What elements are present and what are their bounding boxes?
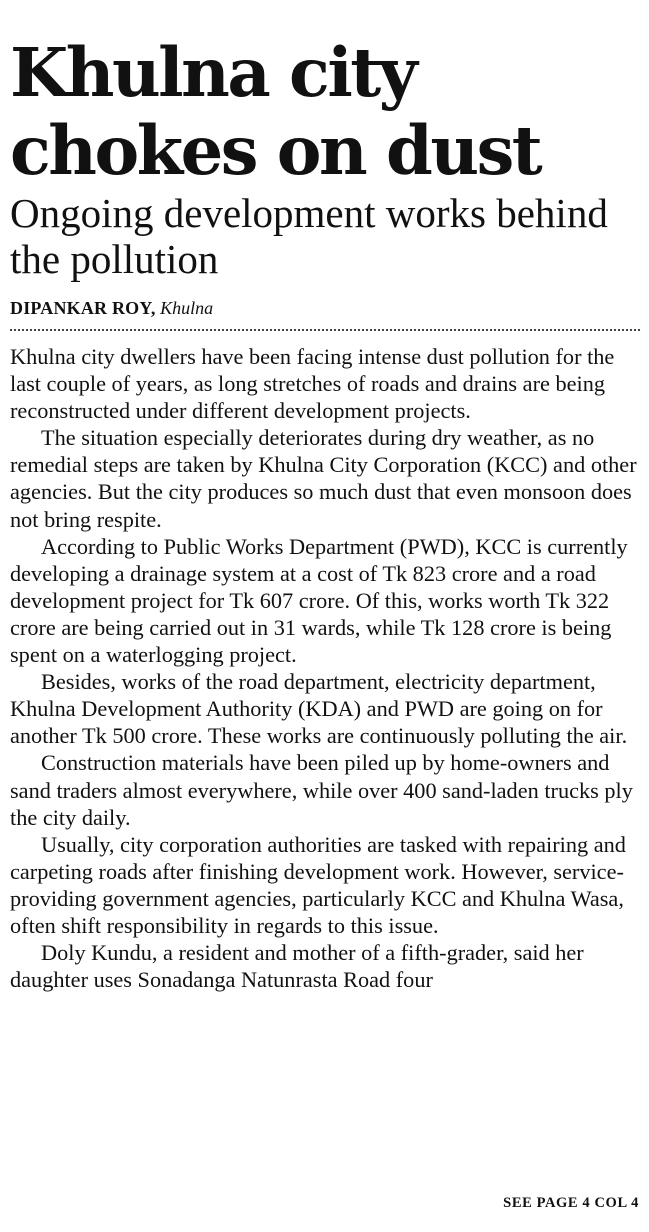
- subheadline: Ongoing development works behind the pollution: [10, 190, 608, 282]
- article-paragraph: The situation especially deteriorates during dry weather, as no remedial steps are taken by Khulna City Corporation (KCC) and other agencies. But the city produces so much dust that even monsoon does not bring respite.: [10, 425, 637, 532]
- article-body: [10, 343, 642, 993]
- article-paragraph: Doly Kundu, a resident and mother of a fifth-grader, said her daughter uses Sonadanga Natunrasta Road four: [10, 940, 584, 993]
- byline-author: DIPANKAR ROY,: [10, 298, 156, 318]
- article-paragraph: Construction materials have been piled up by home-owners and sand traders almost everywhere, while over 400 sand-laden trucks ply the city daily.: [10, 750, 633, 830]
- headline: Khulna city chokes on dust: [10, 33, 541, 190]
- article-paragraph: Usually, city corporation authorities are tasked with repairing and carpeting roads after finishing development work. However, service-providing government agencies, particularly KCC and Khulna Wasa, often shift responsibility in regards to this issue.: [10, 831, 626, 938]
- article-paragraph: According to Public Works Department (PWD), KCC is currently developing a drainage system at a cost of Tk 823 crore and a road development project for Tk 607 crore. Of this, works worth Tk 322 crore are being carried out in 31 wards, while Tk 128 crore is being spent on a waterlogging project.: [10, 533, 628, 668]
- news-article: [10, 34, 642, 993]
- continuation-jump-line: SEE PAGE 4 COL 4: [503, 1195, 639, 1211]
- article-paragraph: Besides, works of the road department, electricity department, Khulna Development Authority (KDA) and PWD are going on for another Tk 500 crore. These works are continuously polluting the air.: [10, 669, 628, 749]
- article-paragraph: Khulna city dwellers have been facing intense dust pollution for the last couple of years, as long stretches of roads and drains are being reconstructed under different development projects.: [10, 344, 615, 424]
- byline-location: Khulna: [160, 298, 214, 318]
- dotted-divider: [10, 329, 640, 331]
- byline: [10, 296, 642, 320]
